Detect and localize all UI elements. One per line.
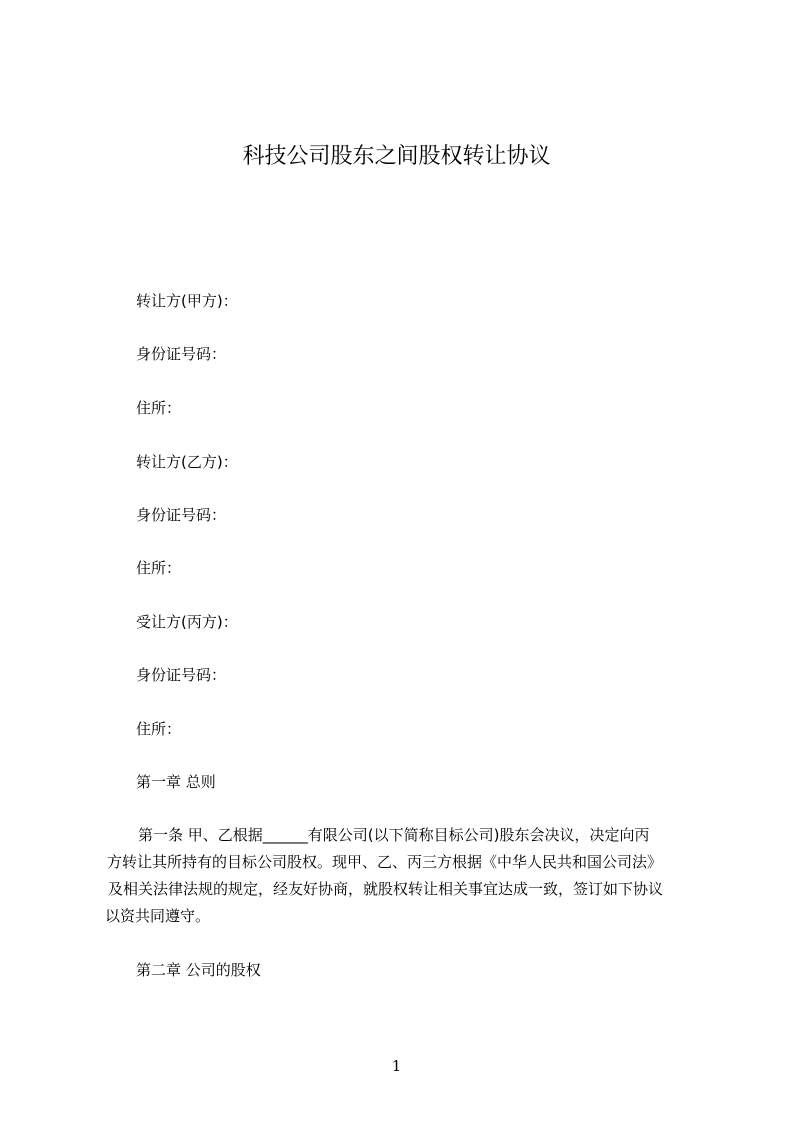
document-title: 科技公司股东之间股权转让协议	[242, 144, 551, 169]
party-c-label: 受让方(丙方)：	[136, 613, 238, 631]
party-c-id-label: 身份证号码：	[136, 666, 227, 684]
party-b-address-label: 住所：	[136, 559, 182, 577]
party-c-address-label: 住所：	[136, 720, 182, 738]
party-b-label: 转让方(乙方)：	[136, 453, 238, 471]
article-1-paragraph	[105, 822, 705, 930]
chapter-1-heading: 第一章 总则	[136, 773, 216, 791]
article-1-line: 第一条 甲、乙根据______有限公司(以下简称目标公司)股东会决议，决定向丙	[138, 826, 650, 844]
chapter-2-heading: 第二章 公司的股权	[136, 961, 261, 979]
article-1-line: 以资共同遵守。	[105, 907, 211, 925]
party-a-label: 转让方(甲方)：	[136, 292, 238, 310]
party-b-id-label: 身份证号码：	[136, 506, 227, 524]
party-a-address-label: 住所：	[136, 399, 182, 417]
article-1-line: 方转让其所持有的目标公司股权。现甲、乙、丙三方根据《中华人民共和国公司法》	[107, 853, 663, 871]
page-number: 1	[391, 1057, 402, 1075]
article-1-line: 及相关法律法规的规定，经友好协商，就股权转让相关事宜达成一致，签订如下协议	[108, 880, 664, 898]
party-a-id-label: 身份证号码：	[136, 345, 227, 363]
